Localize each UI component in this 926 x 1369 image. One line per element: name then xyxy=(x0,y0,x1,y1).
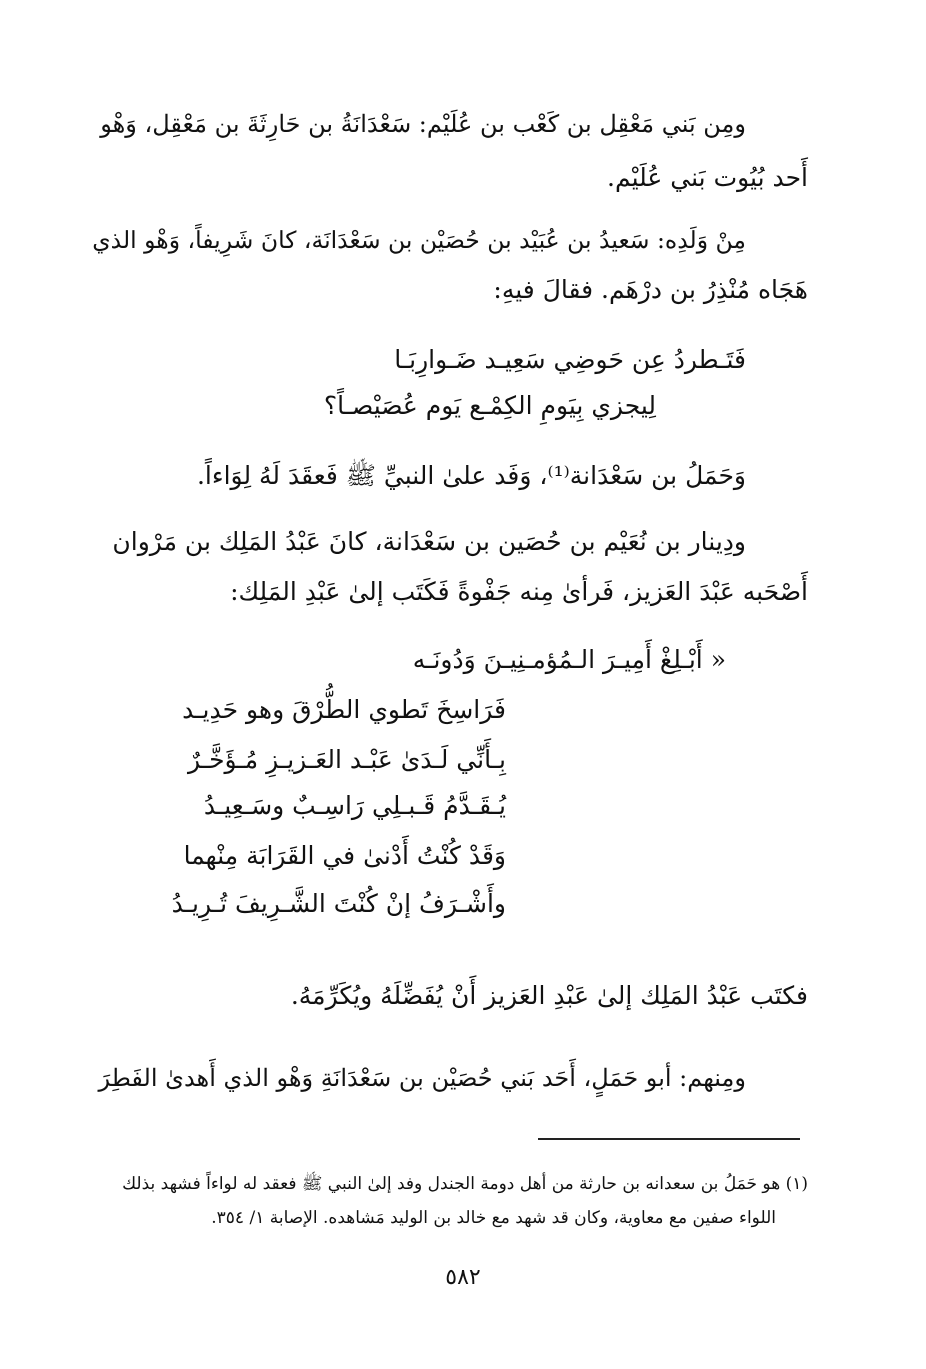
paragraph-1-line-2: أَحد بُيُوت بَني عُلَيْم. xyxy=(607,163,808,192)
paragraph-4-line-2: أَصْحَبه عَبْدَ العَزيز، فَرأىٰ مِنه جَفْوةً فَكَتَب إلىٰ عَبْدِ المَلِك: xyxy=(230,577,808,606)
footnote-line-1: (١) هو حَمَلُ بن سعدانه بن حارثة من أهل دومة الجندل وفد إلىٰ النبي ﷺ فعقد له لواءاً فشهد بذلك xyxy=(122,1174,808,1194)
paragraph-6-line-1: ومِنهم: أبو حَمَلٍ، أَحَد بَني حُصَيْن بن سَعْدَانَةِ وَهْو الذي أَهدىٰ الفَطِرَ xyxy=(98,1064,746,1092)
verse-2-line-4: يُـقَـدَّمُ قَـبـلِي رَاسِـبٌ وسَـعِيـدُ xyxy=(203,791,506,820)
footnote-line-2: اللواء صفين مع معاوية، وكان قد شهد مع خالد بن الوليد مَشاهده. الإصابة ١/ ٣٥٤. xyxy=(211,1208,776,1228)
paragraph-2-line-1: مِنْ وَلَدِه: سَعيدُ بن عُبَيْد بن حُصَيْن بن سَعْدَانَة، كانَ شَرِيفاً، وَهْو الذي xyxy=(92,226,746,254)
paragraph-1-line-1: ومِن بَني مَعْقِل بن كَعْب بن عُلَيْم: سَعْدَانَةُ بن حَارِثَةَ بن مَعْقِل، وَهْو xyxy=(100,110,746,138)
verse-2-line-1: « أَبْـلِغْ أَمِيـرَ الـمُؤمـنِيـنَ وَدُونَـه xyxy=(412,645,726,674)
verse-2-line-5: وَقَدْ كُنْتُ أَدْنىٰ في القَرَابَة مِنْهما xyxy=(183,841,506,870)
verse-1-line-1: فَتَـطردُ عِن حَوضِي سَعِيـد ضَـوارِبَـا xyxy=(394,345,746,374)
verse-1-line-2: لِيجزي بِيَومِ الكِمْـع يَوم عُصَيْصـاً؟ xyxy=(323,391,656,420)
paragraph-5-line-1: فكتَب عَبْدُ المَلِك إلىٰ عَبْدِ العَزيز أَنْ يُفَضِّلَهُ ويُكَرِّمَهُ. xyxy=(290,981,808,1010)
verse-2-line-3: بِـأَنِّي لَـدَىٰ عَبْـد العَـزيـزِ مُـؤَخَّـرٌ xyxy=(187,745,506,774)
page-number: ٥٨٢ xyxy=(445,1265,481,1290)
verse-2-line-6: وأَشْـرَفُ إنْ كُنْتَ الشَّـرِيفَ تُـرِيـدُ xyxy=(171,889,506,918)
paragraph-2-line-2: هَجَاه مُنْذِرُ بن درْهَم. فقالَ فيهِ: xyxy=(493,275,808,304)
footnote-separator xyxy=(538,1138,800,1140)
verse-2-line-2: فَرَاسِخَ تَطوي الطُّرْقَ وهو حَدِيـد xyxy=(182,695,506,724)
paragraph-3-line-1: وَحَمَلُ بن سَعْدَانة⁽¹⁾، وَفَد علىٰ النبيِّ ﷺ فَعقَدَ لَهُ لِوَاءاً. xyxy=(196,461,746,490)
paragraph-4-line-1: ودِينار بن نُعَيْم بن حُصَين بن سَعْدَانة، كانَ عَبْدُ المَلِك بن مَرْوان xyxy=(112,527,746,556)
